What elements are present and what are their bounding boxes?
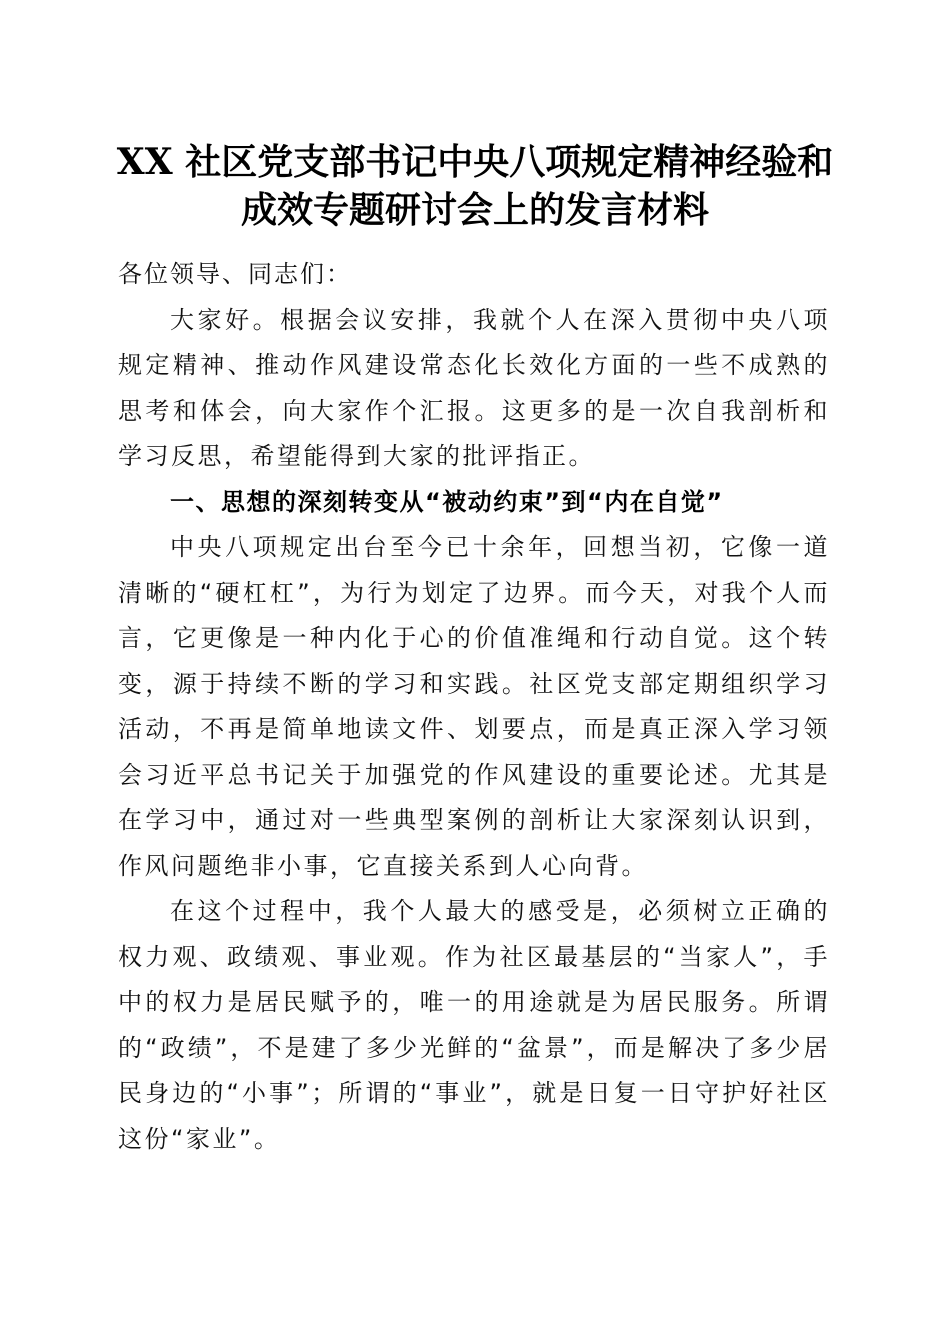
paragraph-opening: 大家好。根据会议安排，我就个人在深入贯彻中央八项规定精神、推动作风建设常态化长效化方面的一些不成熟的思考和体会，向大家作个汇报。这更多的是一次自我剖析和学习反思，希望能得到大家的批评指正。 bbox=[118, 305, 830, 470]
salutation: 各位领导、同志们： bbox=[118, 260, 352, 288]
paragraph-section1-2: 在这个过程中，我个人最大的感受是，必须树立正确的权力观、政绩观、事业观。作为社区最基层的“当家人”，手中的权力是居民赋予的，唯一的用途就是为居民服务。所谓的“政绩”，不是建了多少光鲜的“盆景”，而是解决了多少居民身边的“小事”；所谓的“事业”，就是日复一日守护好社区这份“家业”。 bbox=[118, 897, 830, 1153]
document-title bbox=[100, 138, 850, 234]
paragraph-section1-1: 中央八项规定出台至今已十余年，回想当初，它像一道清晰的“硬杠杠”，为行为划定了边界。而今天，对我个人而言，它更像是一种内化于心的价值准绳和行动自觉。这个转变，源于持续不断的学习和实践。社区党支部定期组织学习活动，不再是简单地读文件、划要点，而是真正深入学习领会习近平总书记关于加强党的作风建设的重要论述。尤其是在学习中，通过对一些典型案例的剖析让大家深刻认识到，作风问题绝非小事，它直接关系到人心向背。 bbox=[118, 533, 830, 880]
document-body bbox=[118, 252, 830, 1162]
title-line-2: 成效专题研讨会上的发言材料 bbox=[240, 189, 709, 231]
title-line-1: XX 社区党支部书记中央八项规定精神经验和 bbox=[116, 141, 834, 183]
section-heading-1: 一、思想的深刻转变从“被动约束”到“内在自觉” bbox=[170, 487, 724, 516]
